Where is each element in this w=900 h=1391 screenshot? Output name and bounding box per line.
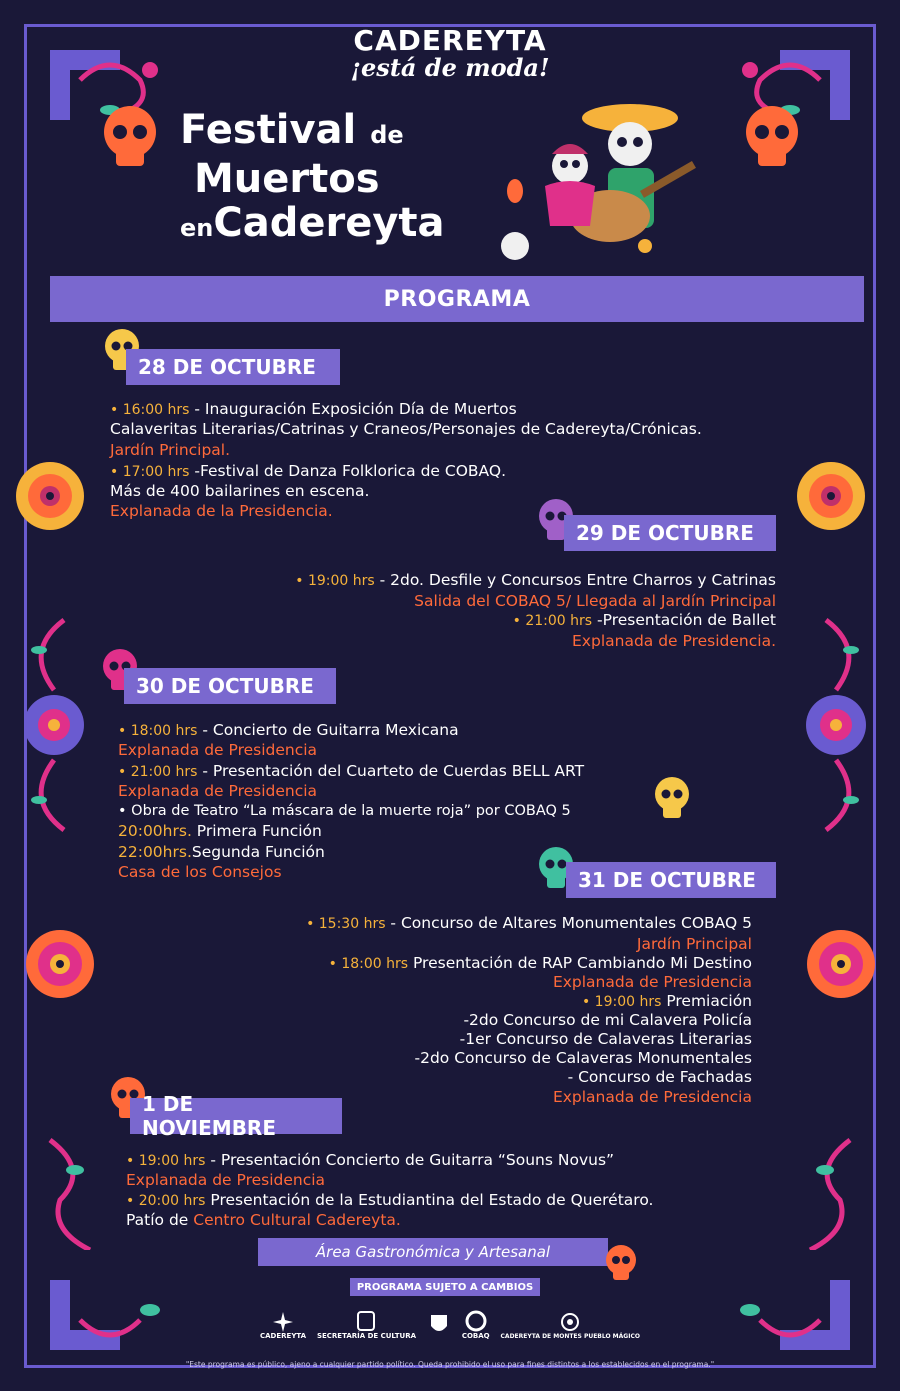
event-place: Explanada de Presidencia [118, 741, 318, 759]
event-line: 20:00hrs. Primera Función [118, 822, 322, 840]
brand-logo [330, 24, 570, 82]
floral-ornament-icon [40, 1130, 100, 1250]
floral-ornament-icon [796, 610, 876, 840]
skull-icon [604, 1244, 638, 1282]
festival-title [180, 108, 450, 250]
event-place: Casa de los Consejos [118, 863, 282, 881]
event-line: • Obra de Teatro “La máscara de la muerte roja” por COBAQ 5 [118, 803, 571, 819]
gastronomic-area-banner [258, 1238, 608, 1266]
cadereyta-logo: CADEREYTA [260, 1310, 306, 1340]
event-line: • 17:00 hrs -Festival de Danza Folklorica de COBAQ. [110, 462, 507, 480]
cobaq-logo-icon [464, 1310, 488, 1332]
corner-swirl-icon [40, 1250, 170, 1360]
program-subject-to-change [350, 1278, 540, 1296]
festival-word-1: Festival [180, 107, 357, 153]
event-line: Calaveritas Literarias/Catrinas y Craneos/Personajes de Cadereyta/Crónicas. [110, 420, 702, 438]
gastronomic-area-label: Área Gastronómica y Artesanal [315, 1243, 551, 1261]
event-line: - Concurso de Fachadas [567, 1068, 752, 1086]
sponsor-logos [260, 1300, 640, 1350]
event-line: • 15:30 hrs - Concurso de Altares Monumentales COBAQ 5 [306, 914, 752, 932]
brand-name: CADEREYTA [353, 24, 547, 57]
queretaro-shield-icon [354, 1310, 378, 1332]
event-place: Explanada de Presidencia [118, 782, 318, 800]
marigold-flower-icon [795, 460, 867, 532]
event-line: -1er Concurso de Calaveras Literarias [459, 1030, 752, 1048]
marigold-flower-icon [805, 928, 877, 1000]
event-place: Jardín Principal. [110, 441, 231, 459]
programa-title: PROGRAMA [383, 286, 531, 312]
secretaria-cultura-logo: SECRETARÍA DE CULTURA [317, 1310, 416, 1340]
event-line: -2do Concurso de mi Calavera Policía [463, 1011, 752, 1029]
municipal-shield-icon [427, 1312, 451, 1338]
marigold-flower-icon [14, 460, 86, 532]
program-subject-to-change-label: PROGRAMA SUJETO A CAMBIOS [356, 1281, 534, 1293]
cobaq-logo: COBAQ [462, 1310, 490, 1340]
event-place: Explanada de la Presidencia. [110, 502, 333, 520]
skull-icon [652, 776, 692, 820]
municipal-shield-logo [427, 1312, 451, 1338]
cadereyta-logo-icon [271, 1310, 295, 1332]
disclaimer: "Este programa es público, ajeno a cualquier partido político. Queda prohibido el uso para fines distintos a los establecidos en el programa." [185, 1360, 715, 1369]
brand-slogan: ¡está de moda! [350, 53, 550, 82]
event-line: -2do Concurso de Calaveras Monumentales [414, 1049, 752, 1067]
skull-icon [742, 104, 802, 170]
date-tab-1-nov: 1 DE NOVIEMBRE [130, 1098, 342, 1134]
event-line: • 19:00 hrs Premiación [581, 992, 752, 1010]
date-tab-30-oct: 30 DE OCTUBRE [124, 668, 336, 704]
festival-word-de: de [370, 121, 404, 149]
event-line: • 16:00 hrs - Inauguración Exposición Día de Muertos [110, 400, 517, 418]
event-place: Salida del COBAQ 5/ Llegada al Jardín Principal [414, 592, 776, 610]
programa-banner [50, 276, 864, 322]
event-line: • 20:00 hrs Presentación de la Estudiantina del Estado de Querétaro. [126, 1191, 654, 1209]
corner-swirl-icon [730, 1250, 860, 1360]
event-line: • 21:00 hrs - Presentación del Cuarteto de Cuerdas BELL ART [118, 762, 585, 780]
date-tab-29-oct: 29 DE OCTUBRE [564, 515, 776, 551]
event-place: Explanada de Presidencia [126, 1171, 326, 1189]
date-tab-28-oct: 28 DE OCTUBRE [126, 349, 340, 385]
event-line: Patío de Centro Cultural Cadereyta. [126, 1211, 401, 1229]
event-place: Explanada de Presidencia. [572, 632, 776, 650]
event-line: • 18:00 hrs - Concierto de Guitarra Mexicana [118, 721, 459, 739]
event-line: Más de 400 bailarines en escena. [110, 482, 370, 500]
date-tab-31-oct: 31 DE OCTUBRE [566, 862, 776, 898]
event-place: Explanada de Presidencia [552, 973, 752, 991]
event-line: • 19:00 hrs - Presentación Concierto de Guitarra “Souns Novus” [126, 1151, 615, 1169]
festival-word-2: Muertos [194, 156, 380, 202]
pueblo-magico-icon [558, 1311, 582, 1333]
skull-icon [100, 104, 160, 170]
event-place: Explanada de Presidencia [552, 1088, 752, 1106]
event-line: • 19:00 hrs - 2do. Desfile y Concursos Entre Charros y Catrinas [295, 571, 776, 589]
festival-word-3: Cadereyta [213, 200, 445, 246]
catrina-musicians-illustration [490, 96, 720, 266]
event-place: Jardín Principal [636, 935, 752, 953]
floral-ornament-icon [14, 610, 94, 840]
event-line: 22:00hrs.Segunda Función [118, 843, 325, 861]
event-line: • 21:00 hrs -Presentación de Ballet [512, 611, 776, 629]
floral-ornament-icon [800, 1130, 860, 1250]
festival-word-en: en [180, 214, 214, 242]
pueblo-magico-logo: CADEREYTA DE MONTES PUEBLO MÁGICO [501, 1311, 640, 1340]
event-line: • 18:00 hrs Presentación de RAP Cambiando Mi Destino [328, 954, 752, 972]
marigold-flower-icon [24, 928, 96, 1000]
